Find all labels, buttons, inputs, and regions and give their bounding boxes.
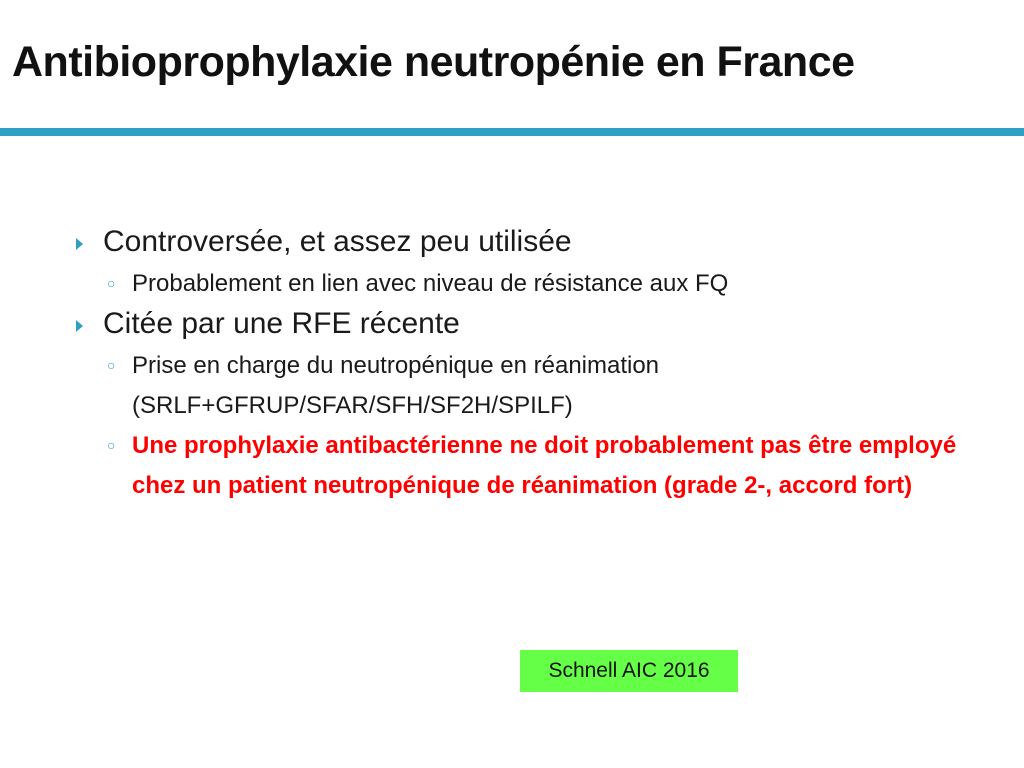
triangle-bullet-icon xyxy=(76,238,83,250)
bullet-text: Citée par une RFE récente xyxy=(103,307,460,340)
circle-bullet-icon: ○ xyxy=(107,275,116,291)
citation-text: Schnell AIC 2016 xyxy=(548,659,710,682)
triangle-bullet-icon xyxy=(76,320,83,332)
sub-bullet-item xyxy=(72,346,992,426)
bullet-item xyxy=(72,304,992,344)
sub-bullet-text: Prise en charge du neutropénique en réanimation (SRLF+GFRUP/SFAR/SFH/SF2H/SPILF) xyxy=(132,352,660,419)
bullet-item xyxy=(72,222,992,262)
title-divider xyxy=(0,128,1024,136)
circle-bullet-icon: ○ xyxy=(107,437,116,453)
sub-bullet-item xyxy=(72,264,992,304)
bullet-list xyxy=(72,222,992,506)
slide-title: Antibioprophylaxie neutropénie en France xyxy=(12,38,855,86)
bullet-text: Controversée, et assez peu utilisée xyxy=(103,225,572,258)
citation-badge xyxy=(520,650,738,692)
sub-bullet-text: Probablement en lien avec niveau de résistance aux FQ xyxy=(132,270,729,297)
circle-bullet-icon: ○ xyxy=(107,357,116,373)
sub-bullet-text-highlight: Une prophylaxie antibactérienne ne doit probablement pas être employé chez un patient neutropénique de réanimation (grade 2-, accord fort) xyxy=(132,432,957,499)
sub-bullet-item-highlight xyxy=(72,426,992,506)
